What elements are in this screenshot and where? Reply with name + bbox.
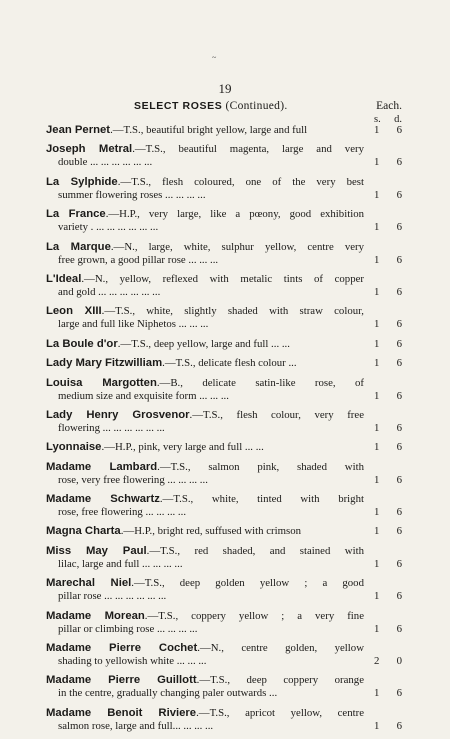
price-shillings: 1 xyxy=(374,421,380,434)
rose-name: Marechal Niel xyxy=(46,577,132,590)
price xyxy=(374,687,402,700)
rose-description xyxy=(46,208,402,234)
price xyxy=(374,506,402,519)
price-shillings: 1 xyxy=(374,156,380,169)
price-shillings: 1 xyxy=(374,221,380,234)
price-pence: 6 xyxy=(396,156,402,169)
description-line-1 xyxy=(46,577,364,590)
rose-description xyxy=(46,707,402,733)
price xyxy=(374,318,402,331)
description-line-1 xyxy=(46,461,364,474)
description-text: .—N., large, white, sulphur yellow, centre very xyxy=(110,240,364,253)
description-line-1 xyxy=(46,441,364,454)
description-text: .—B., delicate satin-like rose, of xyxy=(156,376,364,389)
description-line-1 xyxy=(46,176,364,189)
price-shillings: 1 xyxy=(374,557,380,570)
rose-entry xyxy=(46,525,402,538)
rose-name: Lady Henry Grosvenor xyxy=(46,408,190,421)
price-pence: 6 xyxy=(396,719,402,732)
rose-entry xyxy=(46,357,402,370)
description-line-2: flowering ... ... ... ... ... ... xyxy=(58,421,165,434)
price-pence: 6 xyxy=(396,473,402,486)
description-line-1 xyxy=(46,377,364,390)
section-title xyxy=(134,100,288,112)
rose-description xyxy=(46,642,402,668)
price-pence: 6 xyxy=(396,506,402,519)
description-line-1 xyxy=(46,493,364,506)
price-pence: 6 xyxy=(396,285,402,298)
description-line-1 xyxy=(46,545,364,558)
description-line-2: medium size and exquisite form ... ... ... xyxy=(58,389,229,402)
each-column-label: Each. xyxy=(376,100,402,112)
rose-entry xyxy=(46,273,402,299)
rose-entry xyxy=(46,493,402,519)
description-text: .—N., yellow, reflexed with metalic tints of copper xyxy=(81,272,364,285)
rose-entry xyxy=(46,176,402,202)
description-text: .—T.S., flesh coloured, one of the very best xyxy=(117,175,364,188)
rose-entry xyxy=(46,610,402,636)
price-shillings: 1 xyxy=(374,719,380,732)
description-line-2: pillar rose ... ... ... ... ... ... xyxy=(58,590,167,603)
rose-name: Jean Pernet xyxy=(46,124,111,136)
shillings-label: s. xyxy=(374,114,381,125)
description-line-2: free grown, a good pillar rose ... ... ... xyxy=(58,253,219,266)
rose-description xyxy=(46,461,402,487)
rose-name: Louisa Margotten xyxy=(46,376,157,389)
description-text: .—T.S., red shaded, and stained with xyxy=(146,544,364,557)
price-shillings: 1 xyxy=(374,285,380,298)
description-text: .—T.S., deep coppery orange xyxy=(196,674,364,687)
description-text: .—T.S., beautiful magenta, large and very xyxy=(132,143,364,156)
rose-entry xyxy=(46,124,402,137)
price-pence: 6 xyxy=(396,590,402,603)
rose-list xyxy=(46,124,402,739)
rose-entry xyxy=(46,208,402,234)
price-pence: 6 xyxy=(396,622,402,635)
price xyxy=(374,338,402,351)
rose-entry xyxy=(46,707,402,733)
page-number: 19 xyxy=(218,81,232,96)
rose-description xyxy=(46,525,402,538)
price xyxy=(374,189,402,202)
description-text: .—T.S., deep yellow, large and full ... ... xyxy=(117,337,290,350)
price-shillings: 2 xyxy=(374,655,380,668)
description-line-2: summer flowering roses ... ... ... ... xyxy=(58,188,206,201)
rose-name: Magna Charta xyxy=(46,525,121,538)
price-pence: 6 xyxy=(396,253,402,266)
price-pence: 6 xyxy=(396,188,402,201)
description-text: .—H.P., very large, like a pœony, good exhibition xyxy=(105,208,364,221)
price-shillings: 1 xyxy=(374,318,380,331)
rose-entry xyxy=(46,377,402,403)
price-shillings: 1 xyxy=(374,357,380,370)
description-text: .—T.S., salmon pink, shaded with xyxy=(157,460,364,473)
rose-description xyxy=(46,305,402,331)
price xyxy=(374,286,402,299)
description-line-2: lilac, large and full ... ... ... ... xyxy=(58,557,183,570)
rose-entry xyxy=(46,241,402,267)
price-pence: 0 xyxy=(396,655,402,668)
description-line-1 xyxy=(46,610,364,623)
description-text: .—T.S., delicate flesh colour ... xyxy=(162,357,297,370)
description-line-1 xyxy=(46,642,364,655)
price xyxy=(374,655,402,668)
price-pence: 6 xyxy=(396,421,402,434)
price-shillings: 1 xyxy=(374,253,380,266)
description-line-2: shading to yellowish white ... ... ... xyxy=(58,655,207,668)
price-shillings: 1 xyxy=(374,337,380,350)
description-line-1 xyxy=(46,525,364,538)
rose-description xyxy=(46,273,402,299)
rose-entry xyxy=(46,143,402,169)
price-shillings: 1 xyxy=(374,389,380,402)
rose-name: Miss May Paul xyxy=(46,544,147,557)
rose-name: Lyonnaise xyxy=(46,441,102,454)
description-line-2: salmon rose, large and full... ... ... ... xyxy=(58,719,214,732)
pence-label: d. xyxy=(394,114,402,125)
price-pence: 6 xyxy=(396,124,402,136)
price-pence: 6 xyxy=(396,441,402,454)
description-text: .—T.S., coppery yellow ; a very fine xyxy=(144,609,364,622)
description-line-2: rose, free flowering ... ... ... ... xyxy=(58,506,187,519)
description-line-1 xyxy=(46,273,364,286)
price-pence: 6 xyxy=(396,221,402,234)
rose-name: Madame Morean xyxy=(46,609,145,622)
description-line-1 xyxy=(46,143,364,156)
price xyxy=(374,357,402,370)
price-pence: 6 xyxy=(396,318,402,331)
description-line-1 xyxy=(46,707,364,720)
price xyxy=(374,156,402,169)
rose-entry xyxy=(46,577,402,603)
price xyxy=(374,525,402,538)
rose-name: Joseph Metral xyxy=(46,143,133,156)
price-shillings: 1 xyxy=(374,473,380,486)
price xyxy=(374,474,402,487)
price-shillings: 1 xyxy=(374,622,380,635)
description-text: .—T.S., deep golden yellow ; a good xyxy=(131,577,364,590)
rose-description xyxy=(46,577,402,603)
price xyxy=(374,441,402,454)
rose-entry xyxy=(46,674,402,700)
description-text: .—H.P., pink, very large and full ... ... xyxy=(101,441,264,454)
rose-description xyxy=(46,357,402,370)
margin-mark: ~ xyxy=(212,53,217,62)
description-line-1 xyxy=(46,208,364,221)
rose-name: Lady Mary Fitzwilliam xyxy=(46,357,163,370)
price-shillings: 1 xyxy=(374,188,380,201)
price xyxy=(374,124,402,137)
description-line-1 xyxy=(46,241,364,254)
description-text: .—T.S., beautiful bright yellow, large and full xyxy=(110,124,308,136)
description-text: .—T.S., white, slightly shaded with straw colour, xyxy=(101,305,364,318)
description-text: .—T.S., apricot yellow, centre xyxy=(196,706,364,719)
price-shillings: 1 xyxy=(374,124,380,136)
rose-description xyxy=(46,338,402,351)
description-line-1 xyxy=(46,357,364,370)
rose-description xyxy=(46,674,402,700)
rose-name: Madame Schwartz xyxy=(46,493,160,506)
rose-description xyxy=(46,441,402,454)
description-line-2: variety . ... ... ... ... ... ... xyxy=(58,221,159,234)
price-shillings: 1 xyxy=(374,506,380,519)
section-title-bold: SELECT ROSES xyxy=(134,100,223,112)
description-line-1 xyxy=(46,409,364,422)
price-shillings: 1 xyxy=(374,590,380,603)
description-line-2: pillar or climbing rose ... ... ... ... xyxy=(58,622,198,635)
rose-description xyxy=(46,610,402,636)
rose-entry xyxy=(46,642,402,668)
rose-entry xyxy=(46,305,402,331)
price-pence: 6 xyxy=(396,525,402,538)
description-text: .—N., centre golden, yellow xyxy=(197,642,364,655)
price-pence: 6 xyxy=(396,357,402,370)
description-line-2: and gold ... ... ... ... ... ... xyxy=(58,285,161,298)
rose-description xyxy=(46,409,402,435)
price xyxy=(374,221,402,234)
price-pence: 6 xyxy=(396,337,402,350)
rose-entry xyxy=(46,409,402,435)
price-pence: 6 xyxy=(396,557,402,570)
rose-entry xyxy=(46,338,402,351)
description-text: .—T.S., flesh colour, very free xyxy=(189,408,364,421)
price-shillings: 1 xyxy=(374,687,380,700)
rose-description xyxy=(46,545,402,571)
description-line-1 xyxy=(46,305,364,318)
rose-name: Leon XIII xyxy=(46,305,102,318)
rose-description xyxy=(46,176,402,202)
rose-name: Madame Benoit Riviere xyxy=(46,706,197,719)
section-title-rest: (Continued). xyxy=(222,100,288,112)
rose-name: La France xyxy=(46,208,106,221)
rose-entry xyxy=(46,441,402,454)
description-line-2: rose, very free flowering ... ... ... ... xyxy=(58,473,208,486)
rose-name: Madame Lambard xyxy=(46,460,158,473)
rose-description xyxy=(46,143,402,169)
rose-name: La Marque xyxy=(46,240,111,253)
price-shillings: 1 xyxy=(374,525,380,538)
rose-description xyxy=(46,124,402,137)
rose-name: L'Ideal xyxy=(46,272,82,285)
description-line-1 xyxy=(46,338,364,351)
rose-name: Madame Pierre Guillott xyxy=(46,674,197,687)
rose-name: La Sylphide xyxy=(46,175,118,188)
rose-name: La Boule d'or xyxy=(46,337,118,350)
rose-description xyxy=(46,241,402,267)
rose-description xyxy=(46,493,402,519)
price xyxy=(374,390,402,403)
description-line-2: double ... ... ... ... ... ... xyxy=(58,156,153,169)
price-pence: 6 xyxy=(396,389,402,402)
price xyxy=(374,720,402,733)
price xyxy=(374,623,402,636)
price xyxy=(374,590,402,603)
rose-description xyxy=(46,377,402,403)
price xyxy=(374,422,402,435)
description-line-2: large and full like Niphetos ... ... ... xyxy=(58,318,209,331)
description-text: .—H.P., bright red, suffused with crimson xyxy=(120,525,302,538)
price-pence: 6 xyxy=(396,687,402,700)
description-text: .—T.S., white, tinted with bright xyxy=(159,493,364,506)
price xyxy=(374,254,402,267)
price-shillings: 1 xyxy=(374,441,380,454)
price xyxy=(374,558,402,571)
rose-entry xyxy=(46,545,402,571)
description-line-1 xyxy=(46,674,364,687)
description-line-1 xyxy=(46,124,364,137)
rose-entry xyxy=(46,461,402,487)
description-line-2: in the centre, gradually changing paler outwards ... xyxy=(58,687,278,700)
rose-name: Madame Pierre Cochet xyxy=(46,642,198,655)
